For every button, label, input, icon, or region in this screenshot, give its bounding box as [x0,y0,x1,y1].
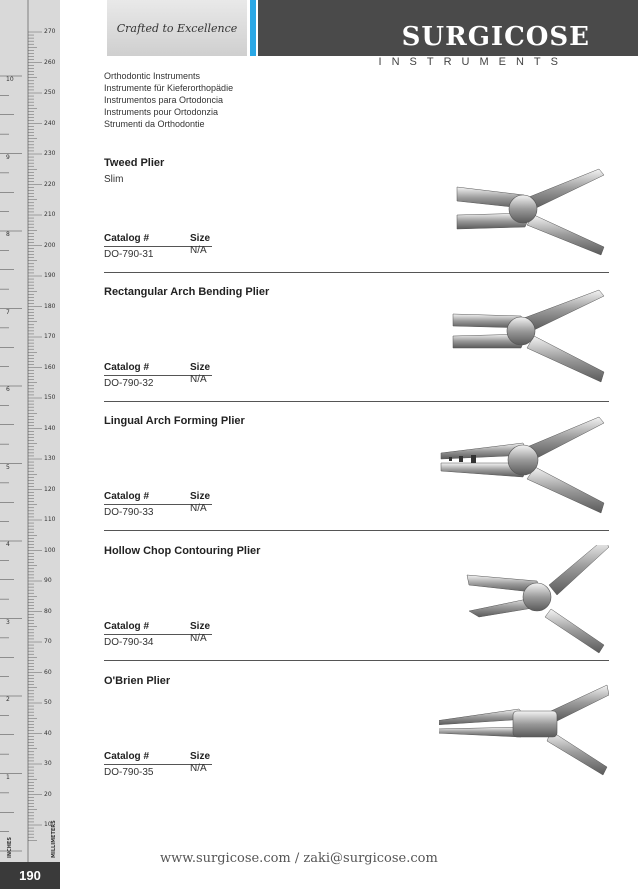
page-number: 190 [0,862,60,889]
brand-banner [258,0,638,56]
tagline: Crafted to Excellence [116,21,238,35]
ruler-mm-label: 210 [44,211,56,218]
size-value: N/A [190,503,207,514]
product-rectangular-arch-bending-plier [104,286,609,416]
ruler-mm-label: 70 [44,638,52,645]
product-title: Lingual Arch Forming Plier [104,415,245,427]
accent-bar [250,0,256,56]
ruler-mm-label: 100 [44,546,56,554]
ruler-mm-label: 110 [44,516,56,523]
ruler-mm-label: 240 [44,119,56,127]
ruler-mm-label: 120 [44,485,56,493]
size-value: N/A [190,374,207,385]
inches-label: INCHES [7,837,13,858]
footer-contact: www.surgicose.com / zaki@surgicose.com [160,851,438,866]
ruler-mm-label: 10 [44,821,52,828]
language-line: Orthodontic Instruments [104,71,201,81]
ruler-mm-label: 190 [44,272,56,279]
tagline-banner [107,0,247,56]
size-label: Size [190,362,211,373]
product-hollow-chop-contouring-plier [104,545,609,675]
ruler-mm-label: 160 [44,363,56,371]
product-subtitle: Slim [104,174,124,185]
catalog-number: DO-790-33 [104,507,154,518]
language-line: Instruments pour Ortodonzia [104,107,219,117]
category-languages [104,70,233,130]
ruler-ticks [0,0,60,889]
catalog-number: DO-790-34 [104,637,154,648]
ruler-inch-label: 3 [6,618,10,626]
ruler-mm-label: 260 [44,58,56,66]
ruler-mm-label: 90 [44,577,52,584]
ruler-inch-label: 2 [6,696,10,703]
ruler-mm-label: 250 [44,89,56,96]
language-line: Instrumente für Kieferorthopädie [104,83,234,93]
product-title: Hollow Chop Contouring Plier [104,545,261,557]
ruler-mm-label: 200 [44,241,56,249]
section-divider [104,660,609,661]
plier-image [439,545,609,655]
plier-image [439,157,609,267]
plier-image [439,286,609,396]
ruler-mm-label: 150 [44,394,56,401]
ruler-inch-label: 10 [6,76,14,83]
section-divider [104,272,609,273]
catalog-number: DO-790-31 [104,249,154,260]
ruler-inch-label: 7 [6,308,10,316]
ruler-inch-label: 1 [6,773,10,781]
catalog-label: Catalog # [104,362,150,373]
ruler-mm-label: 20 [44,790,52,798]
ruler-inch-label: 9 [6,153,10,161]
ruler-inch-label: 8 [6,231,10,238]
catalog-label: Catalog # [104,233,150,244]
ruler-mm-label: 40 [44,729,52,737]
section-divider [104,401,609,402]
product-title: Tweed Plier [104,157,165,169]
ruler [0,0,60,889]
plier-image [439,415,609,525]
product-tweed-plier [104,157,609,287]
ruler-mm-label: 220 [44,180,56,188]
language-line: Instrumentos para Ortodoncia [104,95,224,105]
catalog-number: DO-790-32 [104,378,154,389]
size-value: N/A [190,633,207,644]
product-obrien-plier [104,675,609,805]
size-label: Size [190,621,211,632]
ruler-inch-label: 5 [6,463,10,471]
ruler-mm-label: 230 [44,150,56,157]
ruler-mm-label: 180 [44,302,56,310]
ruler-inch-label: 6 [6,386,10,393]
size-label: Size [190,751,211,762]
product-lingual-arch-forming-plier [104,415,609,545]
brand-subtitle: INSTRUMENTS [378,56,568,68]
product-title: Rectangular Arch Bending Plier [104,286,270,298]
catalog-label: Catalog # [104,621,150,632]
product-title: O'Brien Plier [104,675,171,687]
ruler-mm-label: 50 [44,699,52,706]
size-label: Size [190,233,211,244]
ruler-mm-label: 270 [44,28,56,35]
plier-image [439,675,609,785]
size-label: Size [190,491,211,502]
brand-logo: SURGICOSE [401,22,590,52]
language-line: Strumenti da Orthodontie [104,119,205,129]
catalog-label: Catalog # [104,491,150,502]
ruler-inch-label: 4 [6,541,10,548]
ruler-mm-label: 30 [44,760,52,767]
size-value: N/A [190,763,207,774]
ruler-mm-label: 80 [44,607,52,615]
ruler-mm-label: 170 [44,333,56,340]
catalog-label: Catalog # [104,751,150,762]
size-value: N/A [190,245,207,256]
catalog-number: DO-790-35 [104,767,154,778]
ruler-mm-label: 140 [44,424,56,432]
ruler-mm-label: 60 [44,668,52,676]
millimeters-label: MILLIMETERS [51,820,57,858]
ruler-mm-label: 130 [44,455,56,462]
section-divider [104,530,609,531]
